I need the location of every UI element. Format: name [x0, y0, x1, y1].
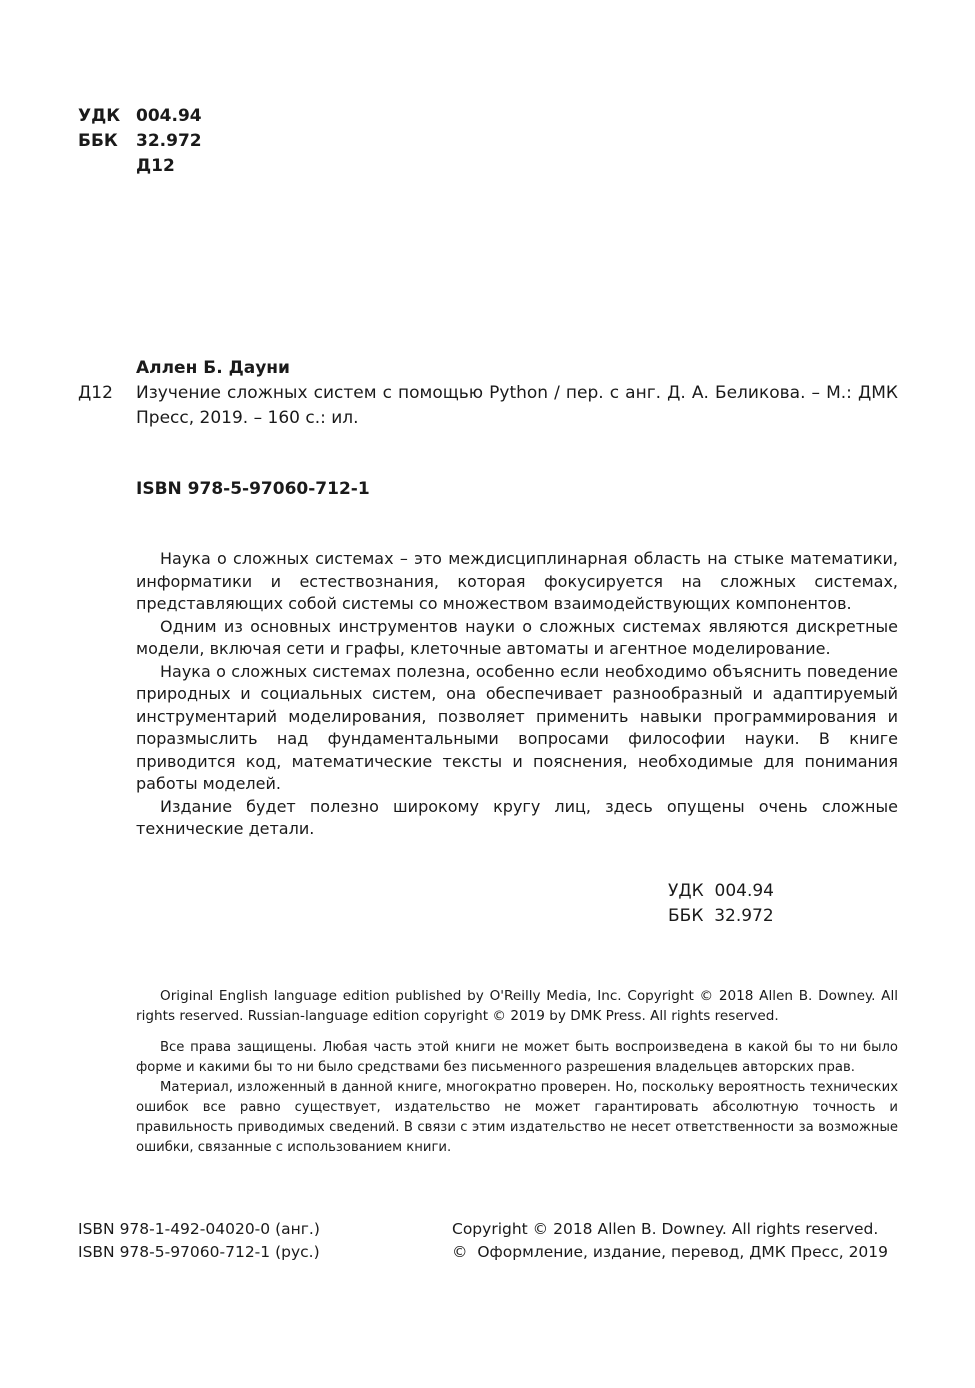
copyright-english-text: Original English language edition published by O'Reilly Media, Inc. Copyright © 2018 Allen B. Downey. All rights reserved. Russian-language edition copyright © 2019 by DMK Press. All rights reserved.: [136, 988, 898, 1024]
udk-right: УДК 004.94: [668, 881, 775, 901]
abstract-paragraph: Издание будет полезно широкому кругу лиц, здесь опущены очень сложные технические детали.: [136, 796, 898, 838]
bbk-value: 32.972: [136, 131, 202, 151]
abstract-paragraph: Наука о сложных системах – это междисциплинарная область на стыке математики, информатики и естествознания, которая фокусируется на сложных системах, представляющих собой системы со множеством взаимодействующих компонентов.: [136, 549, 898, 613]
udk-value: 004.94: [136, 106, 202, 126]
copyright-notes: [452, 1218, 888, 1264]
rights-paragraph: Все права защищены. Любая часть этой книги не может быть воспроизведена в какой бы то ни было форме и какими бы то ни было средствами без письменного разрешения владельцев авторских прав.: [136, 1040, 898, 1075]
isbn-russian: ISBN 978-5-97060-712-1 (рус.): [78, 1243, 320, 1261]
udk-row: [78, 104, 202, 129]
catalog-description: Изучение сложных систем с помощью Python / пер. с анг. Д. А. Беликова. – М.: ДМК Пресс, 2019. – 160 с.: ил.: [136, 383, 898, 428]
copyright-english: [136, 986, 898, 1026]
bbk-right: ББК 32.972: [668, 906, 774, 926]
bbk-row: [78, 129, 202, 154]
abstract: [136, 548, 898, 841]
bbk-label: ББК: [78, 131, 118, 151]
udk-label: УДК: [78, 106, 121, 126]
isbn-english: ISBN 978-1-492-04020-0 (анг.): [78, 1220, 320, 1238]
rights-paragraph: Материал, изложенный в данной книге, многократно проверен. Но, поскольку вероятность технических ошибок все равно существует, издательство не может гарантировать абсолютную точность и правильность приводимых сведений. В связи с этим издательство не несет ответственности за возможные ошибки, связанные с использованием книги.: [136, 1080, 898, 1155]
author-mark-row: [78, 154, 202, 179]
classification-codes-right: [668, 879, 774, 929]
catalog-code: Д12: [78, 383, 113, 403]
rights-notice: [136, 1038, 898, 1158]
catalog-entry: [78, 381, 898, 431]
isbn-main: ISBN 978-5-97060-712-1: [136, 479, 370, 499]
copyright-original: Copyright © 2018 Allen B. Downey. All rights reserved.: [452, 1220, 879, 1238]
author-name: Аллен Б. Дауни: [136, 358, 290, 378]
copyright-translation: © Оформление, издание, перевод, ДМК Пресс, 2019: [452, 1243, 889, 1261]
author-mark: Д12: [136, 156, 175, 176]
classification-codes: [78, 104, 202, 179]
isbn-list: [78, 1218, 320, 1264]
abstract-paragraph: Наука о сложных системах полезна, особенно если необходимо объяснить поведение природных и социальных систем, она обеспечивает разнообразный и адаптируемый инструментарий моделирования, позволяет применить навыки программирования и поразмыслить над фундаментальными вопросами философии науки. В книге приводится код, математические тексты и пояснения, необходимые для понимания работы моделей.: [136, 661, 898, 793]
abstract-paragraph: Одним из основных инструментов науки о сложных системах являются дискретные модели, включая сети и графы, клеточные автоматы и агентное моделирование.: [136, 616, 898, 658]
